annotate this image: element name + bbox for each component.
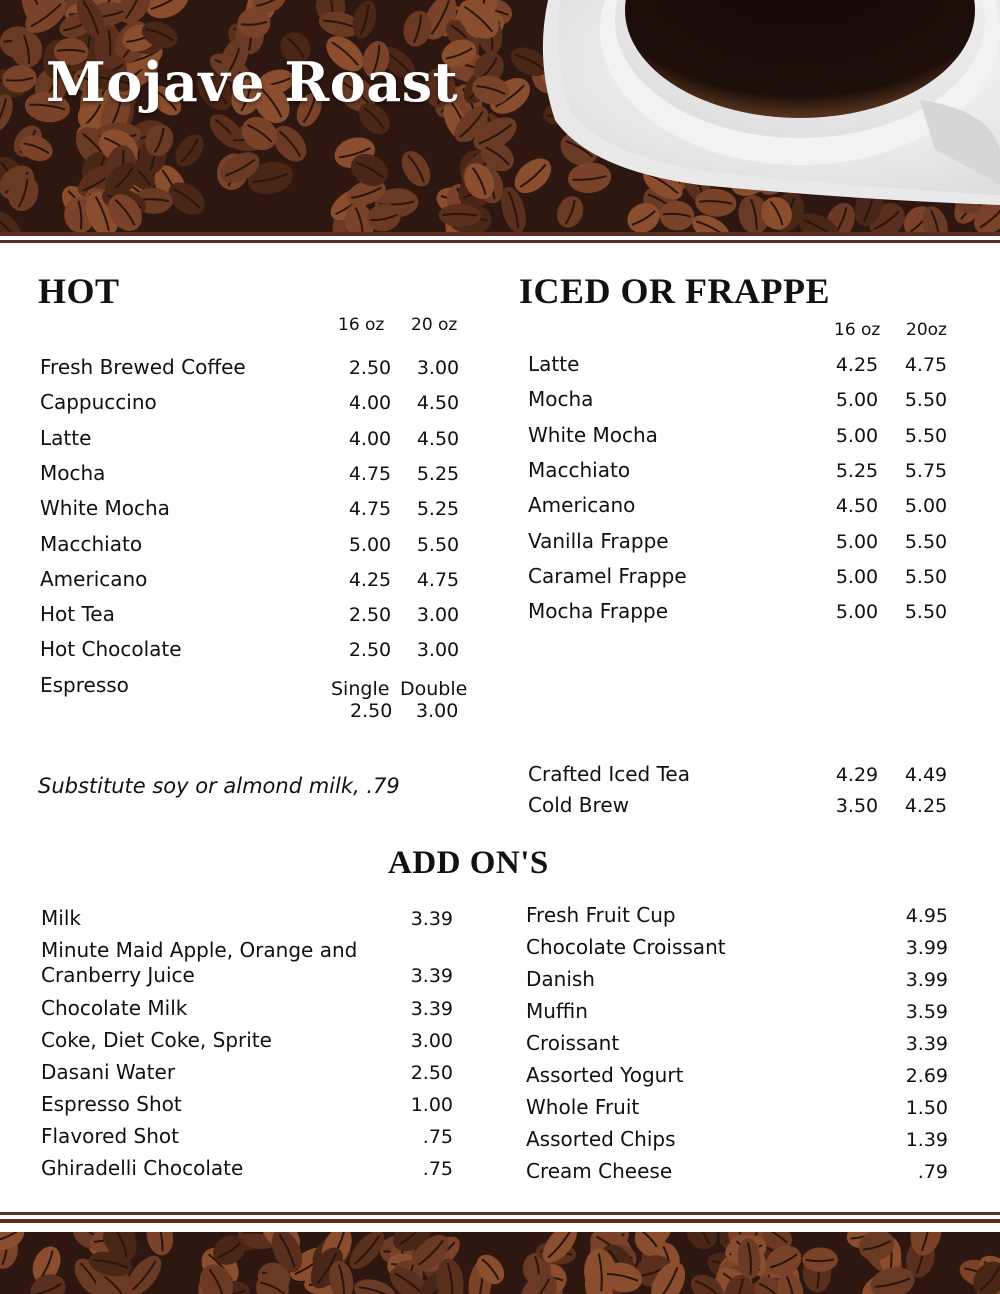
price-large: 5.00: [904, 495, 948, 518]
menu-item-row: [40, 496, 480, 526]
addon-item-name: Ghiradelli Chocolate: [41, 1156, 244, 1180]
iced-size-large: 20oz: [906, 320, 947, 340]
addon-item-name: Espresso Shot: [41, 1092, 182, 1116]
addon-price: 1.00: [410, 1094, 453, 1116]
menu-item-row: [528, 387, 968, 417]
price-small: 4.50: [835, 495, 879, 518]
addon-item-row: [526, 1031, 966, 1061]
menu-item-name: Mocha: [528, 387, 594, 412]
addon-item-row: [41, 906, 481, 936]
menu-item-row: [528, 762, 968, 792]
addon-item-row: [41, 1060, 481, 1090]
menu-item-name: Latte: [40, 425, 92, 450]
menu-item-row: [40, 532, 480, 562]
menu-item-row: [528, 564, 968, 594]
menu-item-name: Mocha Frappe: [528, 599, 668, 624]
menu-item-row: [40, 567, 480, 597]
menu-item-row: [40, 426, 480, 456]
addon-item-row: [41, 1124, 481, 1154]
addon-item-row: [526, 1127, 966, 1157]
price-small: 5.00: [835, 389, 879, 412]
addon-item-name: Cream Cheese: [526, 1159, 673, 1183]
addon-item-name: Cranberry Juice: [41, 963, 195, 987]
addon-item-row: [526, 935, 966, 965]
menu-item-row: [40, 602, 480, 632]
addon-price: 3.00: [410, 1030, 453, 1052]
addon-price: 1.39: [905, 1129, 948, 1151]
price-large: 5.50: [904, 424, 948, 447]
addon-item-row: [41, 996, 481, 1026]
addon-item-row: [41, 1028, 481, 1058]
menu-item-name: Americano: [40, 566, 148, 591]
addon-price: 3.39: [410, 965, 453, 987]
price-large: 4.50: [416, 392, 460, 415]
milk-substitute-note: Substitute soy or almond milk, .79: [38, 774, 400, 798]
brand-title: Mojave Roast: [46, 50, 459, 114]
addon-price: 2.50: [410, 1062, 453, 1084]
menu-item-row: [40, 390, 480, 420]
espresso-double-label: Double: [400, 678, 468, 700]
menu-item-row: [40, 637, 480, 667]
price-large: 5.50: [904, 601, 948, 624]
addon-price: 1.50: [905, 1097, 948, 1119]
menu-item-name: Latte: [528, 352, 580, 376]
menu-item-name: White Mocha: [40, 496, 170, 521]
addon-item-name: Danish: [526, 967, 595, 991]
menu-item-row: [528, 599, 968, 629]
menu-item-name: Fresh Brewed Coffee: [40, 355, 246, 379]
addon-item-name: Fresh Fruit Cup: [526, 903, 676, 927]
menu-item-row: [528, 458, 968, 488]
addon-item-name: Assorted Yogurt: [526, 1063, 684, 1087]
price-large: 4.50: [416, 427, 460, 450]
menu-item-name: Crafted Iced Tea: [528, 762, 690, 786]
addon-item-row: [41, 1092, 481, 1122]
espresso-single-label: Single: [331, 678, 390, 700]
addon-item-name: Milk: [41, 906, 81, 930]
addon-price: .75: [422, 1158, 453, 1180]
menu-item-name: Hot Chocolate: [40, 637, 182, 662]
addon-price: 3.39: [410, 998, 453, 1020]
addon-item-row: [41, 1156, 481, 1186]
menu-item-row: [528, 493, 968, 523]
price-large: 4.75: [904, 354, 948, 376]
price-small: 4.75: [348, 462, 392, 485]
menu-item-name: Hot Tea: [40, 602, 115, 627]
hot-size-large: 20 oz: [411, 315, 458, 335]
addon-item-name: Minute Maid Apple, Orange and: [41, 938, 358, 962]
menu-item-name: Caramel Frappe: [528, 563, 687, 588]
addon-item-name: Chocolate Milk: [41, 996, 188, 1020]
iced-title: ICED OR FRAPPE: [519, 271, 830, 311]
price-small: 5.00: [835, 530, 879, 553]
addon-price: 3.39: [410, 908, 453, 930]
price-small: 4.29: [835, 764, 879, 786]
hot-title: HOT: [38, 271, 120, 311]
addon-price: .79: [917, 1161, 948, 1183]
addon-item-row: [526, 1095, 966, 1125]
price-large: 5.25: [416, 462, 460, 485]
menu-item-name: White Mocha: [528, 422, 658, 447]
addon-item-row: [41, 938, 481, 987]
menu-item-name: Macchiato: [528, 457, 631, 482]
price-large: 4.49: [904, 764, 948, 786]
addon-item-name: Dasani Water: [41, 1060, 176, 1084]
addon-item-name: Coke, Diet Coke, Sprite: [41, 1028, 272, 1052]
price-small: 4.00: [348, 392, 392, 415]
price-small: 4.25: [348, 568, 392, 591]
addons-title: ADD ON'S: [388, 845, 549, 881]
menu-item-name: Cappuccino: [40, 390, 157, 415]
menu-item-row: [528, 529, 968, 559]
menu-item-row: [528, 423, 968, 453]
addon-item-name: Muffin: [526, 999, 588, 1023]
header-banner: [0, 0, 1000, 232]
addon-price: 3.99: [905, 969, 948, 991]
espresso-double-price: 3.00: [416, 700, 459, 722]
menu-item-row: [40, 461, 480, 491]
price-small: 4.75: [348, 498, 392, 521]
menu-item-name: Espresso: [40, 673, 129, 697]
price-small: 4.00: [348, 427, 392, 450]
price-small: 5.00: [835, 565, 879, 588]
coffee-beans-image: [0, 0, 1000, 232]
iced-size-small: 16 oz: [834, 320, 881, 340]
hot-size-small: 16 oz: [338, 315, 385, 335]
espresso-single-price: 2.50: [350, 700, 393, 722]
price-large: 5.50: [904, 565, 948, 588]
price-small: 5.00: [835, 424, 879, 447]
footer-banner: [0, 1232, 1000, 1294]
price-large: 3.00: [416, 639, 460, 662]
price-large: 3.00: [416, 357, 460, 379]
addon-price: 3.59: [905, 1001, 948, 1023]
price-large: 4.75: [416, 568, 460, 591]
price-small: 2.50: [348, 604, 392, 627]
addon-item-row: [526, 903, 966, 933]
menu-item-row: [40, 355, 480, 385]
price-small: 2.50: [348, 357, 392, 379]
price-large: 5.50: [904, 389, 948, 412]
price-small: 2.50: [348, 639, 392, 662]
menu-item-row: [528, 352, 968, 382]
addon-item-name: Flavored Shot: [41, 1124, 179, 1148]
price-small: 5.00: [835, 601, 879, 624]
addon-item-name: Croissant: [526, 1031, 620, 1055]
price-small: 3.50: [835, 795, 879, 817]
addon-price: 3.99: [905, 937, 948, 959]
addon-item-name: Assorted Chips: [526, 1127, 676, 1151]
price-large: 5.50: [904, 530, 948, 553]
menu-item-name: Cold Brew: [528, 793, 629, 817]
price-large: 5.50: [416, 533, 460, 556]
addon-item-name: Whole Fruit: [526, 1095, 640, 1119]
addon-price: 3.39: [905, 1033, 948, 1055]
menu-item-name: Americano: [528, 493, 636, 518]
price-large: 5.75: [904, 459, 948, 482]
price-large: 4.25: [904, 795, 948, 817]
menu-item-row: [528, 793, 968, 823]
price-large: 5.25: [416, 498, 460, 521]
addon-item-row: [526, 1063, 966, 1093]
price-small: 4.25: [835, 354, 879, 376]
price-small: 5.25: [835, 459, 879, 482]
menu-item-name: Macchiato: [40, 531, 143, 556]
addon-price: 4.95: [905, 905, 948, 927]
price-large: 3.00: [416, 604, 460, 627]
price-small: 5.00: [348, 533, 392, 556]
bottom-divider: [0, 1212, 1000, 1223]
coffee-beans-image: [0, 1232, 1000, 1294]
menu-item-name: Vanilla Frappe: [528, 528, 669, 553]
top-divider: [0, 232, 1000, 243]
addon-item-name: Chocolate Croissant: [526, 935, 726, 959]
addon-price: 2.69: [905, 1065, 948, 1087]
addon-price: .75: [422, 1126, 453, 1148]
addon-item-row: [526, 999, 966, 1029]
addon-item-row: [526, 967, 966, 997]
addon-item-row: [526, 1159, 966, 1189]
menu-item-name: Mocha: [40, 460, 106, 485]
